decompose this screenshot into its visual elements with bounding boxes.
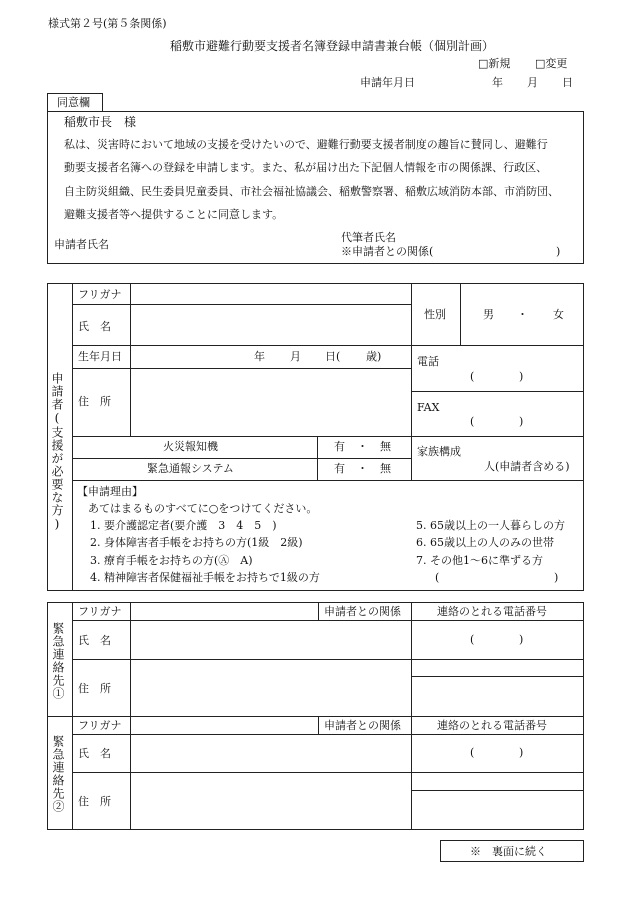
birth-date-label: 生年月日 bbox=[78, 350, 122, 363]
applicant-furigana-label: フリガナ bbox=[78, 288, 122, 301]
reasons-header: 【申請理由】 bbox=[77, 485, 143, 498]
applicant-name-label: 申請者氏名 bbox=[54, 238, 109, 251]
address-label: 住 所 bbox=[78, 395, 111, 408]
contact1-name-label: 氏 名 bbox=[78, 634, 111, 647]
gender-dot: ・ bbox=[517, 308, 528, 321]
contact2-relation-header: 申請者との関係 bbox=[324, 719, 401, 732]
reason-3[interactable]: 3. 療育手帳をお持ちの方(Ⓐ A) bbox=[90, 554, 253, 567]
phone-paren-close: ) bbox=[519, 370, 524, 383]
reason-other-close: ) bbox=[554, 571, 559, 584]
fire-alarm-label: 火災報知機 bbox=[163, 440, 218, 453]
emergency-system-dot: ・ bbox=[357, 462, 368, 475]
birth-month-unit: 月 bbox=[290, 350, 301, 363]
applicant-name-field-label: 氏 名 bbox=[78, 320, 111, 333]
continue-note: ※ 裏面に続く bbox=[470, 845, 547, 858]
family-label: 家族構成 bbox=[417, 445, 461, 458]
contact2-phone-paren-open: ( bbox=[470, 746, 475, 759]
reason-other-open: ( bbox=[435, 571, 440, 584]
application-date-label: 申請年月日 bbox=[360, 76, 415, 89]
applicant-side-label: 申請者(支援が必要な方) bbox=[50, 372, 64, 532]
fax-paren-open: ( bbox=[470, 415, 475, 428]
contact1-phone-header: 連絡のとれる電話番号 bbox=[437, 605, 547, 618]
gender-male[interactable]: 男 bbox=[483, 308, 494, 321]
birth-age-close: 歳) bbox=[366, 350, 382, 363]
contact1-address-label: 住 所 bbox=[78, 682, 111, 695]
contact1-phone-paren-close: ) bbox=[519, 633, 524, 646]
date-month-unit: 月 bbox=[527, 76, 538, 89]
reason-4[interactable]: 4. 精神障害者保健福祉手帳をお持ちで1級の方 bbox=[90, 571, 320, 584]
consent-line-2: 動要支援者名簿への登録を申請します。また、私が届け出た下記個人情報を市の関係課、行政区、 bbox=[64, 161, 548, 174]
consent-tab-label: 同意欄 bbox=[57, 96, 90, 109]
emergency-system-yes[interactable]: 有 bbox=[334, 462, 345, 475]
gender-label: 性別 bbox=[424, 308, 446, 321]
contact1-relation-header: 申請者との関係 bbox=[324, 605, 401, 618]
date-day-unit: 日 bbox=[562, 76, 573, 89]
phone-paren-open: ( bbox=[470, 370, 475, 383]
checkbox-new[interactable]: □新規 bbox=[478, 57, 511, 70]
birth-day-age-open: 日( bbox=[325, 350, 341, 363]
contact2-name-label: 氏 名 bbox=[78, 747, 111, 760]
form-label: 様式第２号(第５条関係) bbox=[48, 17, 167, 30]
form-title: 稲敷市避難行動要支援者名簿登録申請書兼台帳（個別計画） bbox=[170, 39, 495, 53]
contact2-phone-header: 連絡のとれる電話番号 bbox=[437, 719, 547, 732]
fax-paren-close: ) bbox=[519, 415, 524, 428]
consent-line-3: 自主防災組織、民生委員児童委員、市社会福祉協議会、稲敷警察署、稲敷広域消防本部、市消防団、 bbox=[64, 185, 559, 198]
reason-7[interactable]: 7. その他1～6に準ずる方 bbox=[416, 554, 543, 567]
date-year-unit: 年 bbox=[492, 76, 503, 89]
proxy-relation-close: ) bbox=[556, 245, 561, 258]
fire-alarm-dot: ・ bbox=[357, 440, 368, 453]
reason-2[interactable]: 2. 身体障害者手帳をお持ちの方(1級 2級) bbox=[90, 536, 303, 549]
consent-line-4: 避難支援者等へ提供することに同意します。 bbox=[64, 208, 284, 221]
phone-label: 電話 bbox=[417, 355, 439, 368]
reasons-instruction: あてはまるものすべてに○をつけてください。 bbox=[88, 502, 318, 515]
fire-alarm-no[interactable]: 無 bbox=[380, 440, 391, 453]
contact2-address-label: 住 所 bbox=[78, 795, 111, 808]
consent-line-1: 私は、災害時において地域の支援を受けたいので、避難行動要支援者制度の趣旨に賛同し、避難行 bbox=[64, 138, 548, 151]
proxy-relation-label: ※申請者との関係( bbox=[341, 245, 434, 258]
emergency-system-label: 緊急通報システム bbox=[147, 462, 234, 475]
gender-female[interactable]: 女 bbox=[553, 308, 564, 321]
reason-5[interactable]: 5. 65歳以上の一人暮らしの方 bbox=[416, 519, 565, 532]
consent-addressee: 稲敷市長 様 bbox=[64, 115, 137, 129]
contact2-furigana-label: フリガナ bbox=[78, 719, 122, 732]
contact2-side-label: 緊急連絡先② bbox=[51, 735, 65, 813]
reason-6[interactable]: 6. 65歳以上の人のみの世帯 bbox=[416, 536, 554, 549]
contact2-phone-paren-close: ) bbox=[519, 746, 524, 759]
fax-label: FAX bbox=[417, 401, 440, 414]
proxy-name-label: 代筆者氏名 bbox=[341, 231, 396, 244]
reason-1[interactable]: 1. 要介護認定者(要介護 3 4 5 ) bbox=[90, 519, 277, 532]
contact1-furigana-label: フリガナ bbox=[78, 605, 122, 618]
birth-year-unit: 年 bbox=[254, 350, 265, 363]
checkbox-change[interactable]: □変更 bbox=[535, 57, 568, 70]
emergency-system-no[interactable]: 無 bbox=[380, 462, 391, 475]
contact1-phone-paren-open: ( bbox=[470, 633, 475, 646]
family-suffix: 人(申請者含める) bbox=[484, 460, 570, 473]
fire-alarm-yes[interactable]: 有 bbox=[334, 440, 345, 453]
contact1-side-label: 緊急連絡先① bbox=[51, 622, 65, 700]
